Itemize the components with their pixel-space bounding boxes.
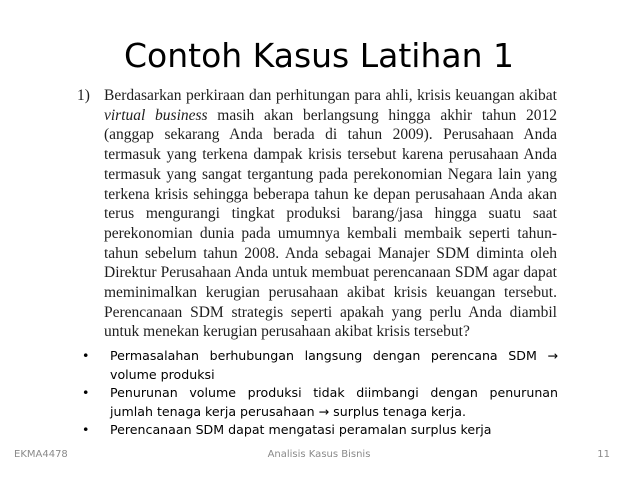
case-line — [104, 106, 557, 126]
bullet-list — [82, 347, 558, 440]
case-line: termasuk yang terkena dampak krisis tersebut karena perusahaan Anda — [104, 146, 557, 164]
case-line: (anggap sekarang Anda berada di tahun 2009). Perusahaan Anda — [104, 126, 557, 144]
case-text — [104, 86, 557, 342]
bullet-icon: • — [82, 422, 90, 437]
bullet-icon: • — [82, 385, 90, 400]
case-number: 1) — [77, 87, 90, 104]
footer-page-number: 11 — [597, 449, 610, 460]
case-line: Perencanaan SDM strategis seperti apakah yang perlu Anda diambil — [104, 303, 557, 321]
bullet-line: volume produksi — [110, 366, 215, 382]
slide-title: Contoh Kasus Latihan 1 — [123, 36, 514, 75]
bullet-item — [82, 384, 558, 421]
footer-course-code: EKMA4478 — [14, 449, 68, 460]
bullet-item — [82, 421, 558, 440]
case-line: perekonomian dunia pada umumnya kembali membaik seperti tahun- — [104, 224, 557, 242]
case-line-rest: masih akan berlangsung hingga akhir tahun 2012 — [217, 106, 558, 124]
footer-course-name: Analisis Kasus Bisnis — [267, 449, 371, 460]
case-excerpt — [77, 86, 557, 346]
case-line: Berdasarkan perkiraan dan perhitungan para ahli, krisis keuangan akibat — [104, 87, 557, 104]
bullet-line: Perencanaan SDM dapat mengatasi peramalan surplus kerja — [110, 422, 492, 437]
bullet-item — [82, 347, 558, 384]
case-line: Direktur Perusahaan Anda untuk membuat perencanaan SDM agar dapat — [104, 264, 557, 282]
bullet-line: Penurunan volume produksi tidak diimbangi dengan penurunan — [110, 385, 558, 400]
case-italic-phrase: virtual business — [104, 106, 208, 124]
case-line: terkena krisis sehingga beberapa tahun ke depan perusahaan Anda akan — [104, 185, 557, 203]
case-line: tahun sebelum tahun 2008. Anda sebagai Manajer SDM diminta oleh — [104, 244, 557, 262]
case-line: meminimalkan kerugian perusahaan akibat krisis keuangan tersebut. — [104, 284, 557, 302]
bullet-line: Permasalahan berhubungan langsung dengan perencana SDM → — [110, 348, 558, 363]
bullet-line: jumlah tenaga kerja perusahaan → surplus tenaga kerja. — [110, 403, 467, 419]
case-line: untuk menekan kerugian perusahaan akibat krisis tersebut? — [104, 323, 470, 341]
bullet-icon: • — [82, 348, 90, 363]
case-line: terus mengurangi tingkat produksi barang/jasa hingga suatu saat — [104, 205, 557, 223]
case-line: termasuk yang sangat tergantung pada perekonomian Negara lain yang — [104, 165, 557, 183]
